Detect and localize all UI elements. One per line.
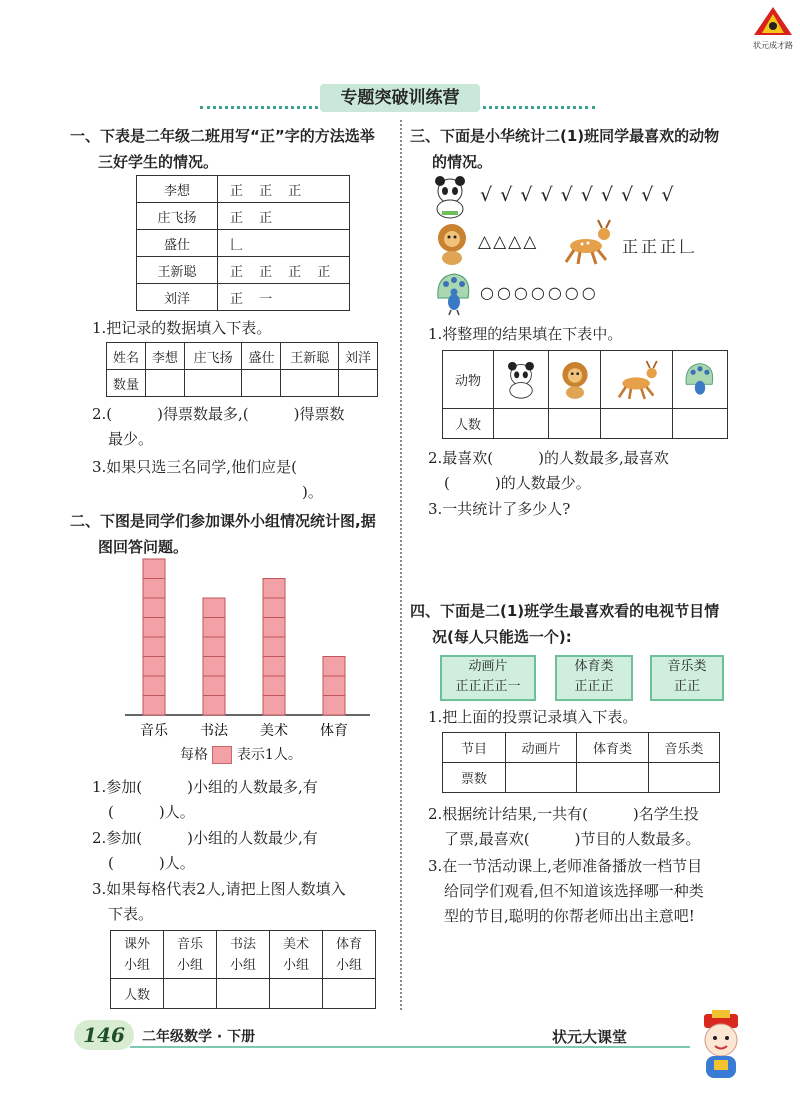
fill-header: 课外 小组	[111, 931, 164, 979]
page-title: 专题突破训练营	[320, 84, 480, 112]
bar-cell	[143, 579, 165, 599]
bar-cell	[203, 676, 225, 696]
bar-cell	[203, 598, 225, 618]
bar-cell	[143, 637, 165, 657]
bar-cell	[203, 637, 225, 657]
answer-cell[interactable]	[506, 763, 577, 793]
tally-marks: 正 正 正	[218, 176, 350, 203]
vote-box-music: 音乐类 正正	[650, 655, 724, 701]
bar-cell	[263, 598, 285, 618]
vote-box-cartoon: 动画片 正正正正一	[440, 655, 536, 701]
fill-header: 美术 小组	[270, 931, 323, 979]
q3-sub2: 2.最喜欢( )的人数最多,最喜欢 ( )的人数最少。	[428, 449, 669, 492]
q1-sub3: 3.如果只选三名同学,他们应是( )。	[92, 458, 323, 501]
fill-header: 音乐 小组	[164, 931, 217, 979]
answer-cell[interactable]	[242, 370, 281, 397]
bar-cell	[263, 618, 285, 638]
q2-sub3: 3.如果每格代表2人,请把上图人数填入 下表。	[92, 880, 346, 923]
bar-cell	[143, 559, 165, 579]
bar-书法	[203, 598, 225, 715]
vote-box-sports: 体育类 正正正	[555, 655, 633, 701]
bar-cell	[323, 696, 345, 716]
fill-row-label: 票数	[443, 763, 506, 793]
footer-brand: 状元大课堂	[552, 1028, 628, 1046]
q4-sub1: 1.把上面的投票记录填入下表。	[428, 708, 638, 726]
answer-cell[interactable]	[577, 763, 648, 793]
bar-cell	[203, 618, 225, 638]
chart-legend: 每格 表示1人。	[180, 747, 302, 763]
q4-fill-table	[442, 732, 720, 793]
bar-cell	[263, 676, 285, 696]
bar-cell	[323, 657, 345, 677]
deer-icon	[558, 218, 616, 266]
q1-fill-table	[106, 342, 378, 397]
tally-marks: 𠃊	[218, 230, 350, 257]
fill-header: 庄飞扬	[184, 343, 242, 370]
peacock-icon	[432, 270, 476, 316]
fill-header: 体育类	[577, 733, 648, 763]
answer-cell[interactable]	[601, 409, 673, 439]
panda-icon	[502, 359, 540, 401]
bar-cell	[323, 676, 345, 696]
tally-name: 刘洋	[137, 284, 218, 311]
bar-cell	[143, 696, 165, 716]
answer-cell[interactable]	[323, 979, 376, 1009]
fill-header: 刘洋	[339, 343, 378, 370]
brand-logo	[752, 6, 794, 50]
tally-marks: 正 一	[218, 284, 350, 311]
bar-cell	[203, 657, 225, 677]
q4-sub3: 3.在一节活动课上,老师准备播放一档节目 给同学们观看,但不知道该选择哪一种类 型的节目,聪明的你帮老师出出主意吧!	[428, 857, 704, 925]
x-tick-label: 音乐	[140, 723, 168, 739]
deer-icon	[612, 359, 662, 401]
answer-cell[interactable]	[548, 409, 600, 439]
tally-marks: 正 正 正 正	[218, 257, 350, 284]
q1-tally-table	[136, 175, 350, 311]
fill-header: 盛仕	[242, 343, 281, 370]
answer-cell[interactable]	[281, 370, 339, 397]
bar-美术	[263, 579, 285, 716]
legend-cell	[212, 746, 232, 764]
bar-cell	[143, 618, 165, 638]
bar-cell	[143, 657, 165, 677]
bar-cell	[143, 598, 165, 618]
q3-fill-table	[442, 350, 728, 439]
bar-cell	[203, 696, 225, 716]
q3-row-label: 人数	[443, 409, 494, 439]
fill-row-label: 人数	[111, 979, 164, 1009]
fill-header: 动画片	[506, 733, 577, 763]
q1-sub1: 1.把记录的数据填入下表。	[92, 319, 272, 337]
q2-sub2: 2.参加( )小组的人数最少,有 ( )人。	[92, 829, 318, 872]
lion-icon	[432, 222, 472, 266]
tally-name: 庄飞扬	[137, 203, 218, 230]
deer-marks: 正正正𠃊	[622, 237, 699, 256]
lion-marks: △△△△	[478, 232, 539, 252]
q2-title: 二、下图是同学们参加课外小组情况统计图,据 图回答问题。	[70, 512, 376, 556]
q3-deer-cell	[601, 351, 673, 409]
footer-book: 二年级数学 · 下册	[142, 1029, 256, 1045]
q2-sub1: 1.参加( )小组的人数最多,有 ( )人。	[92, 778, 318, 821]
panda-marks: √ √ √ √ √ √ √ √ √ √	[480, 184, 675, 206]
peacock-marks: ○○○○○○○	[480, 283, 599, 302]
answer-cell[interactable]	[145, 370, 184, 397]
bar-cell	[263, 579, 285, 599]
x-tick-label: 书法	[200, 723, 228, 739]
column-divider	[400, 120, 402, 1010]
fill-header: 王新聪	[281, 343, 339, 370]
answer-cell[interactable]	[217, 979, 270, 1009]
q3-row-label: 动物	[443, 351, 494, 409]
q4-sub2: 2.根据统计结果,一共有( )名学生投 了票,最喜欢( )节目的人数最多。	[428, 805, 701, 848]
answer-cell[interactable]	[164, 979, 217, 1009]
answer-cell[interactable]	[494, 409, 549, 439]
fill-header: 书法 小组	[217, 931, 270, 979]
answer-cell[interactable]	[648, 763, 719, 793]
answer-cell[interactable]	[673, 409, 728, 439]
q3-sub3: 3.一共统计了多少人?	[428, 500, 571, 518]
q3-panda-cell	[494, 351, 549, 409]
bar-音乐	[143, 559, 165, 715]
fill-header: 节目	[443, 733, 506, 763]
q3-sub1: 1.将整理的结果填在下表中。	[428, 325, 623, 343]
page-number-badge	[74, 1020, 134, 1050]
q2-bar-chart	[125, 555, 370, 745]
bar-体育	[323, 657, 345, 716]
q3-title: 三、下面是小华统计二(1)班同学最喜欢的动物 的情况。	[410, 127, 720, 171]
peacock-icon	[681, 359, 719, 401]
panda-icon	[428, 175, 472, 219]
tally-name: 李想	[137, 176, 218, 203]
q1-sub2: 2.( )得票数最多,( )得票数 最少。	[92, 405, 345, 448]
fill-header: 姓名	[107, 343, 146, 370]
tally-marks: 正 正	[218, 203, 350, 230]
answer-cell[interactable]	[184, 370, 242, 397]
answer-cell[interactable]	[270, 979, 323, 1009]
answer-cell[interactable]	[339, 370, 378, 397]
bar-cell	[143, 676, 165, 696]
q3-peacock-cell	[673, 351, 728, 409]
tally-name: 王新聪	[137, 257, 218, 284]
brand-small-text: 状元成才路	[753, 41, 793, 50]
fill-header: 李想	[145, 343, 184, 370]
x-tick-label: 体育	[320, 723, 348, 739]
q4-title: 四、下面是二(1)班学生最喜欢看的电视节目情 况(每人只能选一个):	[410, 602, 720, 646]
page-number: 146	[83, 1023, 125, 1047]
x-tick-label: 美术	[260, 723, 288, 739]
tally-name: 盛仕	[137, 230, 218, 257]
mascot-icon	[690, 1010, 752, 1082]
bar-cell	[263, 696, 285, 716]
q2-fill-table	[110, 930, 376, 1009]
lion-icon	[557, 359, 593, 401]
bar-cell	[263, 637, 285, 657]
bar-cell	[263, 657, 285, 677]
fill-header: 音乐类	[648, 733, 719, 763]
fill-row-label: 数量	[107, 370, 146, 397]
fill-header: 体育 小组	[323, 931, 376, 979]
q3-lion-cell	[548, 351, 600, 409]
q1-title: 一、下表是二年级二班用写“正”字的方法选举 三好学生的情况。	[70, 127, 375, 171]
